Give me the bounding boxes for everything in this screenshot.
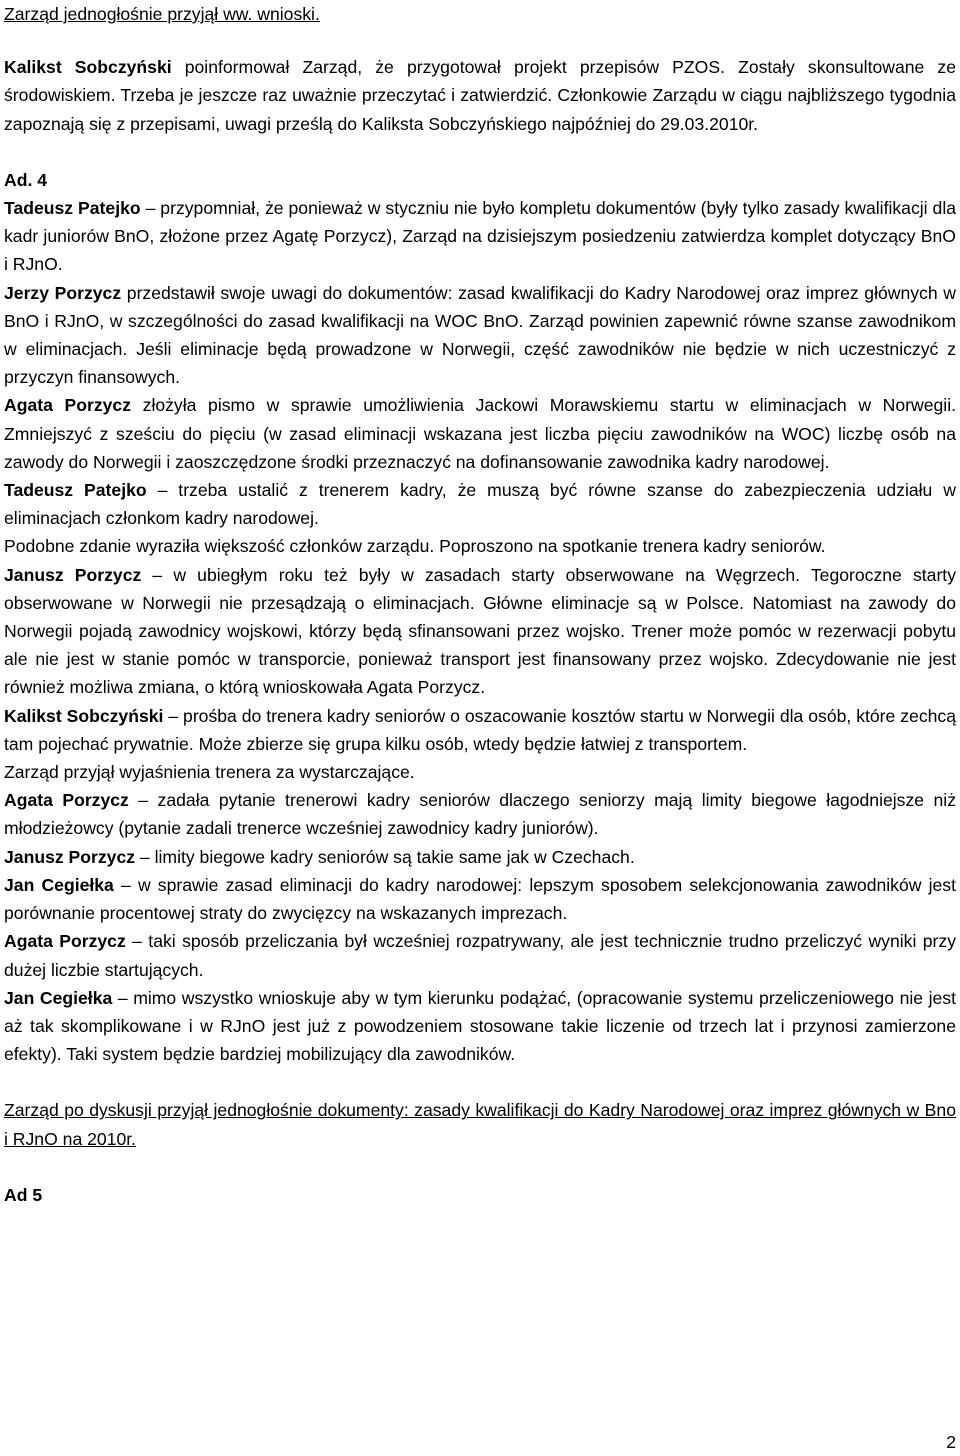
entry-paragraph [4,561,956,702]
entry-text: Podobne zdanie wyraziła większość członków zarządu. Poproszono na spotkanie trenera kadry seniorów. [4,536,826,557]
page-number: 2 [946,1432,956,1452]
entry-paragraph [4,391,956,476]
entry-paragraph [4,871,956,927]
speaker-name: Kalikst Sobczyński [4,705,164,726]
entry-paragraph [4,532,956,560]
entry-paragraph [4,786,956,842]
entry-paragraph [4,927,956,983]
conclusion-decision: Zarząd po dyskusji przyjął jednogłośnie dokumenty: zasady kwalifikacji do Kadry Narodowej oraz imprez głównych w Bno i RJnO na 2010r. [4,1100,956,1149]
entry-text: – zadała pytanie trenerowi kadry seniorów dlaczego seniorzy mają limity biegowe łagodniejsze niż młodzieżowcy (pytanie zadali trenerce wcześniej zawodnicy kadry juniorów). [4,790,956,839]
entry-paragraph [4,194,956,279]
entry-paragraph [4,758,956,786]
speaker-name: Jan Cegiełka [4,987,113,1008]
speaker-name: Jan Cegiełka [4,874,114,895]
speaker-name: Agata Porzycz [4,790,129,811]
entry-text: – w ubiegłym roku też były w zasadach starty obserwowane na Węgrzech. Tegoroczne starty obserwowane w Norwegii nie przesądzają o eliminacjach. Główne eliminacje są w Polsce. Natomiast na zawody do Norwegii pojadą zawodnicy wojskowi, którzy będą sfinansowani przez wojsko. Trener może pomóc w rezerwacji pobytu ale nie jest w stanie pomóc w transporcie, ponieważ transport jest finansowany przez wojsko. Zdecydowanie nie jest również możliwa zmiana, o którą wnioskowała Agata Porzycz. [4,564,956,698]
paragraph-text: poinformował Zarząd, że przygotował projekt przepisów PZOS. Zostały skonsultowane ze środowiskiem. Trzeba je jeszcze raz uważnie przeczytać i zatwierdzić. Członkowie Zarządu w ciągu najbliższego tygodnia zapoznają się z przepisami, uwagi prześlą do Kaliksta Sobczyńskiego najpóźniej do 29.03.2010r. [4,57,956,134]
entry-paragraph [4,843,956,871]
header-decision-line: Zarząd jednogłośnie przyjął ww. wnioski. [4,4,320,24]
speaker-name: Tadeusz Patejko [4,198,141,219]
entry-text: – przypomniał, że ponieważ w styczniu nie było kompletu dokumentów (były tylko zasady kwalifikacji dla kadr juniorów BnO, złożone przez Agatę Porzycz), Zarząd na dzisiejszym posiedzeniu zatwierdza komplet dotyczący BnO i RJnO. [4,198,957,275]
entry-text: – taki sposób przeliczania był wcześniej rozpatrywany, ale jest technicznie trudno przeliczyć wyniki przy dużej liczbie startujących. [4,931,956,980]
entry-text: – trzeba ustalić z trenerem kadry, że muszą być równe szanse do zabezpieczenia udziału w eliminacjach członkom kadry narodowej. [4,480,956,529]
speaker-name: Agata Porzycz [4,931,126,952]
paragraph-przepisy [4,53,956,138]
speaker-name: Janusz Porzycz [4,846,136,867]
speaker-name: Agata Porzycz [4,395,132,416]
speaker-name: Jerzy Porzycz [4,282,122,303]
entry-text: – prośba do trenera kadry seniorów o oszacowanie kosztów startu w Norwegii dla osób, które zechcą tam pojechać prywatnie. Może zbierze się grupa kilku osób, wtedy będzie łatwiej z transportem. [4,705,956,754]
entry-paragraph [4,279,956,392]
section-title-ad5: Ad 5 [4,1184,43,1205]
speaker-name: Tadeusz Patejko [4,480,147,501]
entry-text: Zarząd przyjął wyjaśnienia trenera za wystarczające. [4,762,415,783]
entry-paragraph [4,476,956,532]
section-title-ad4: Ad. 4 [4,169,48,190]
entry-text: – mimo wszystko wnioskuje aby w tym kierunku podążać, (opracowanie systemu przeliczeniowego nie jest aż tak skomplikowane i w RJnO jest już z powodzeniem stosowane takie liczenie od trzech lat i przynosi zamierzone efekty). Taki system będzie bardziej mobilizujący dla zawodników. [4,987,956,1065]
speaker-name: Janusz Porzycz [4,564,142,585]
entry-paragraph [4,702,956,758]
entry-text: – w sprawie zasad eliminacji do kadry narodowej: lepszym sposobem selekcjonowania zawodników jest porównanie procentowej straty do zwycięzcy na wskazanych imprezach. [4,874,956,924]
entry-text: – limity biegowe kadry seniorów są takie same jak w Czechach. [135,846,635,867]
entry-paragraph [4,984,956,1069]
discussion-entries [4,194,956,1068]
entry-text: przedstawił swoje uwagi do dokumentów: zasad kwalifikacji do Kadry Narodowej oraz imprez głównych w BnO i RJnO, w szczególności do zasad kwalifikacji na WOC BnO. Zarząd powinien zapewnić równe szanse zawodnikom w eliminacjach. Jeśli eliminacje będą prowadzone w Norwegii, część zawodników nie będzie w nich uczestniczyć z przyczyn finansowych. [4,282,956,388]
speaker-name: Kalikst Sobczyński [4,57,172,78]
entry-text: złożyła pismo w sprawie umożliwienia Jackowi Morawskiemu startu w eliminacjach w Norwegii. Zmniejszyć z sześciu do pięciu (w zasad eliminacji wskazana jest liczba pięciu zawodników na WOC) liczbę osób na zawody do Norwegii i zaoszczędzone środki przeznaczyć na dofinansowanie zawodnika kadry narodowej. [4,395,957,472]
